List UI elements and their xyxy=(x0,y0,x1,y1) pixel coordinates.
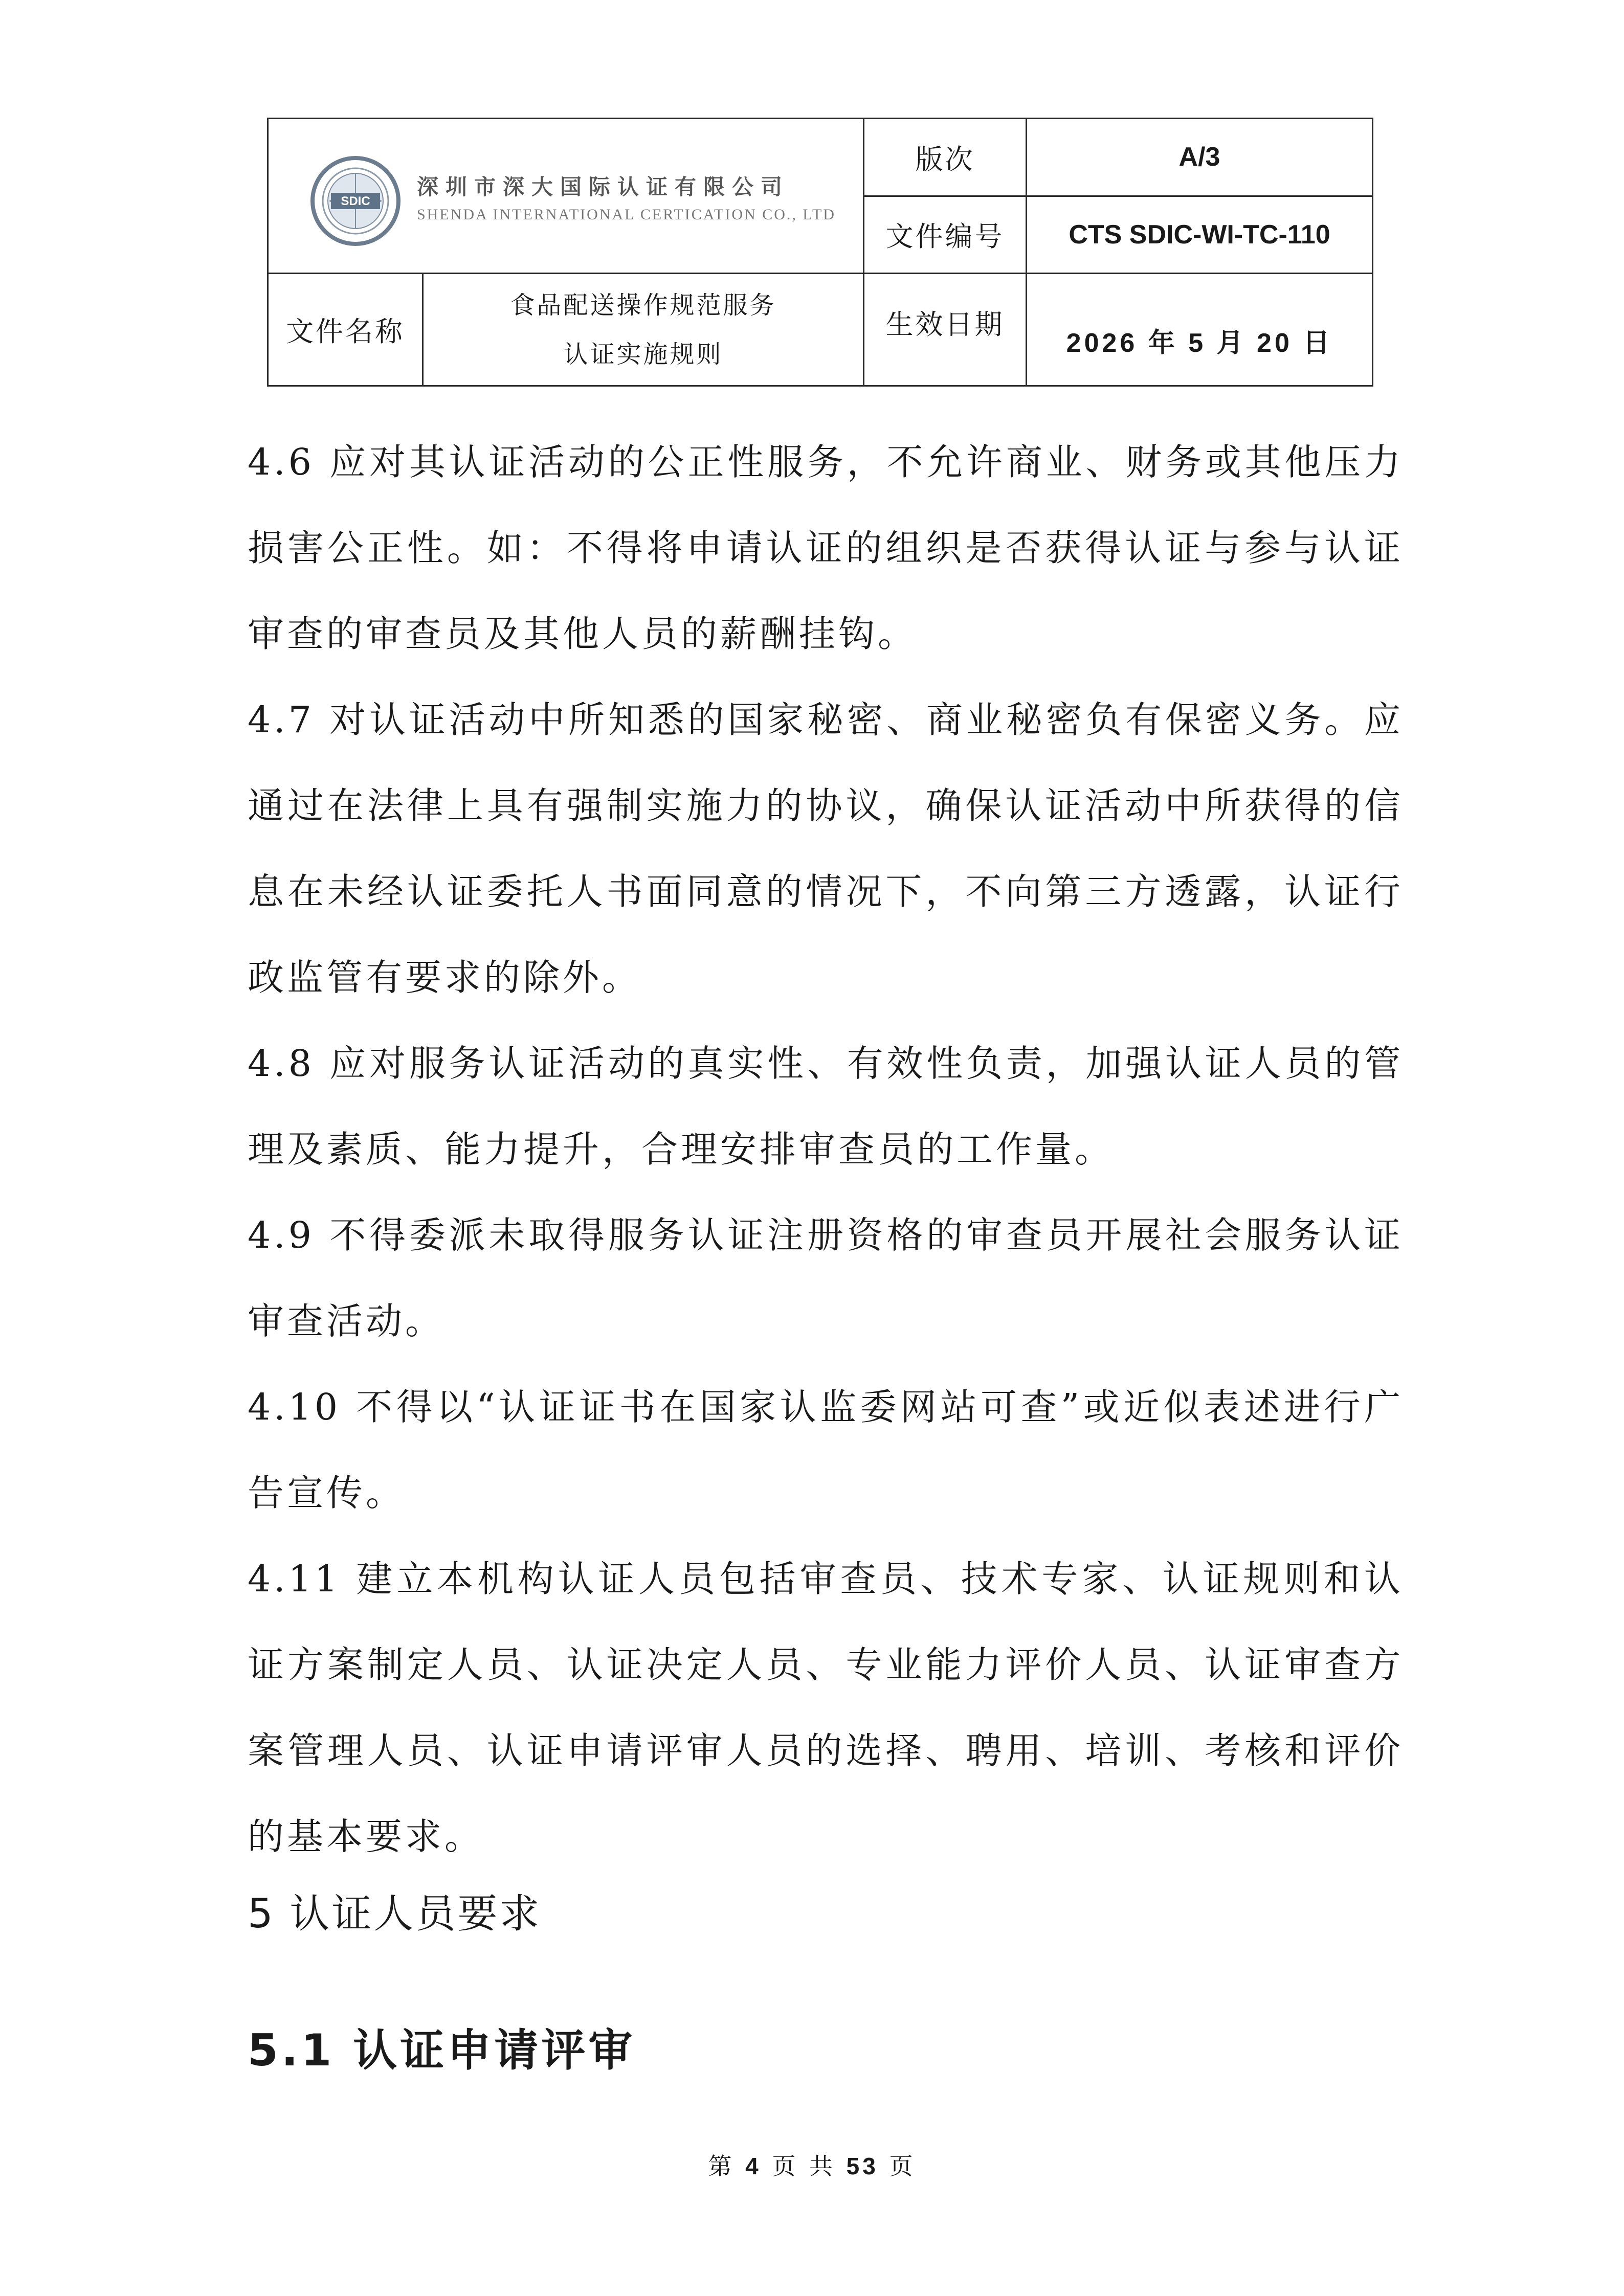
company-logo-cell xyxy=(268,119,864,274)
docname-line-2: 认证实施规则 xyxy=(563,340,723,369)
version-value: A/3 xyxy=(1027,119,1373,196)
paragraph-4-9: 4.9 不得委派未取得服务认证注册资格的审查员开展社会服务认证审查活动。 xyxy=(248,1214,1404,1342)
paragraph-4-6: 4.6 应对其认证活动的公正性服务，不允许商业、财务或其他压力损害公正性。如：不得将申请认证的组织是否获得认证与参与认证审查的审查员及其他人员的薪酬挂钩。 xyxy=(248,441,1404,655)
paragraph-4-8: 4.8 应对服务认证活动的真实性、有效性负责，加强认证人员的管理及素质、能力提升，合理安排审查员的工作量。 xyxy=(248,1042,1404,1170)
footer-prefix: 第 xyxy=(708,2152,735,2180)
footer-total-pages: 53 xyxy=(846,2153,879,2179)
svg-text:SDIC: SDIC xyxy=(341,194,370,208)
docno-value: CTS SDIC-WI-TC-110 xyxy=(1027,196,1373,274)
footer-current-page: 4 xyxy=(745,2153,762,2179)
footer-mid: 页 共 xyxy=(772,2152,836,2180)
version-label: 版次 xyxy=(864,119,1027,196)
effdate-label: 生效日期 xyxy=(864,274,1027,386)
company-name-cn: 深圳市深大国际认证有限公司 xyxy=(417,174,790,199)
paragraph-4-11: 4.11 建立本机构认证人员包括审查员、技术专家、认证规则和认证方案制定人员、认证决定人员、专业能力评价人员、认证审查方案管理人员、认证申请评审人员的选择、聘用、培训、考核和评价的基本要求。 xyxy=(248,1558,1404,1858)
document-header-table xyxy=(267,118,1373,387)
body-text xyxy=(248,419,1404,1880)
docno-label: 文件编号 xyxy=(864,196,1027,274)
docname-line-1: 食品配送操作规范服务 xyxy=(510,290,776,320)
section-heading-5-1: 5.1 认证申请评审 xyxy=(248,2025,636,2076)
paragraph-4-10: 4.10 不得以“认证证书在国家认监委网站可查”或近似表述进行广告宣传。 xyxy=(248,1386,1404,1514)
paragraph-4-7: 4.7 对认证活动中所知悉的国家秘密、商业秘密负有保密义务。应通过在法律上具有强制实施力的协议，确保认证活动中所获得的信息在未经认证委托人书面同意的情况下，不向第三方透露，认证行政监管有要求的除外。 xyxy=(248,699,1404,999)
section-heading-5: 5 认证人员要求 xyxy=(248,1891,542,1937)
sdic-seal-icon xyxy=(309,155,402,247)
footer-suffix: 页 xyxy=(889,2152,916,2180)
effdate-value: 2026 年 5 月 20 日 xyxy=(1027,274,1373,386)
company-name-en: SHENDA INTERNATIONAL CERTICATION CO., LTD xyxy=(417,206,836,223)
docname-label: 文件名称 xyxy=(268,274,423,386)
page-footer xyxy=(0,2148,1624,2181)
docname-value xyxy=(423,274,864,386)
company-logo xyxy=(309,155,847,247)
